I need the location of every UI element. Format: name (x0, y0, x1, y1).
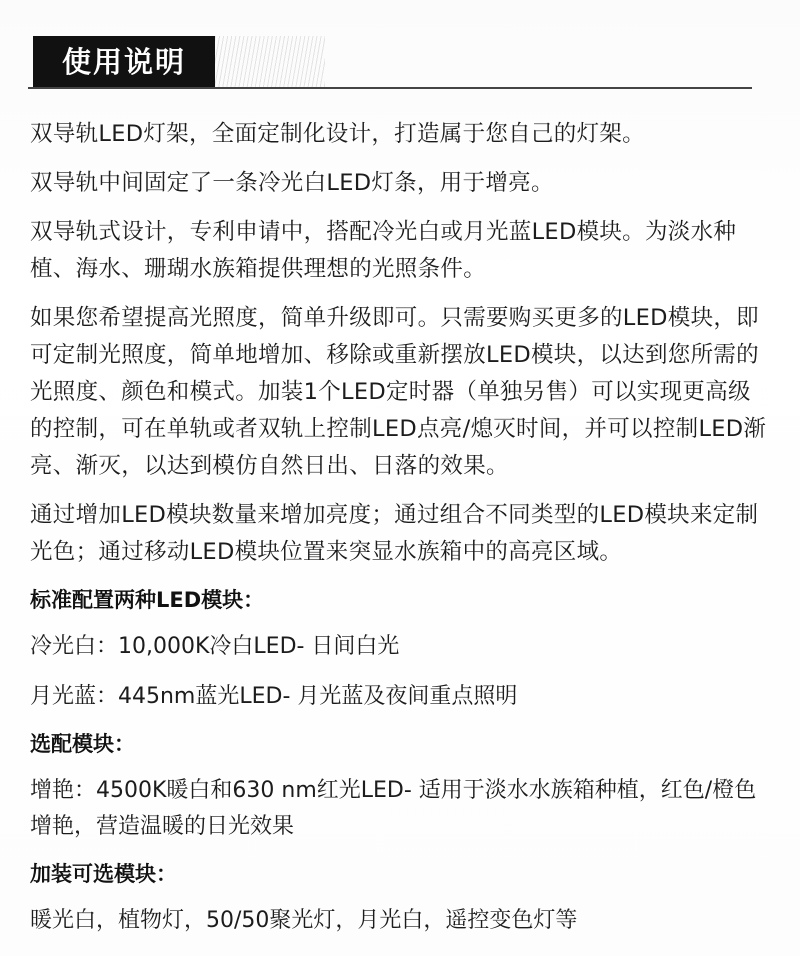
standard-module-cool-white: 冷光白：10,000K冷白LED- 日间白光 (30, 634, 400, 659)
addon-module-list: 暖光白，植物灯，50/50聚光灯，月光白，遥控变色灯等 (30, 908, 578, 933)
section-title: 使用说明 (33, 36, 215, 88)
addon-modules-heading: 加装可选模块： (30, 862, 177, 886)
instructions-body (30, 116, 770, 953)
header-decoration (215, 36, 325, 88)
standard-modules-heading: 标准配置两种LED模块： (30, 588, 265, 612)
intro-paragraph-1: 双导轨LED灯架，全面定制化设计，打造属于您自己的灯架。 (30, 121, 645, 147)
optional-module-color-boost: 增艳：4500K暖白和630 nm红光LED- 适用于淡水水族箱种植，红色/橙色增艳，营造温暖的日光效果 (30, 778, 757, 839)
intro-paragraph-3: 双导轨式设计，专利申请中，搭配冷光白或月光蓝LED模块。为淡水种植、海水、珊瑚水族箱提供理想的光照条件。 (30, 219, 737, 282)
header-divider (28, 87, 752, 89)
intro-paragraph-5: 通过增加LED模块数量来增加亮度；通过组合不同类型的LED模块来定制光色；通过移动LED模块位置来突显水族箱中的高亮区域。 (30, 502, 759, 565)
intro-paragraph-2: 双导轨中间固定了一条冷光白LED灯条，用于增亮。 (30, 170, 554, 196)
intro-paragraph-4: 如果您希望提高光照度，简单升级即可。只需要购买更多的LED模块，即可定制光照度，简单地增加、移除或重新摆放LED模块，以达到您所需的光照度、颜色和模式。加装1个LED定时器（单独另售）可以实现更高级的控制，可在单轨或者双轨上控制LED点亮/熄灭时间，并可以控制LED渐亮、渐灭，以达到模仿自然日出、日落的效果。 (30, 305, 767, 479)
standard-module-moonlight-blue: 月光蓝：445nm蓝光LED- 月光蓝及夜间重点照明 (30, 684, 518, 709)
optional-modules-heading: 选配模块： (30, 732, 135, 756)
